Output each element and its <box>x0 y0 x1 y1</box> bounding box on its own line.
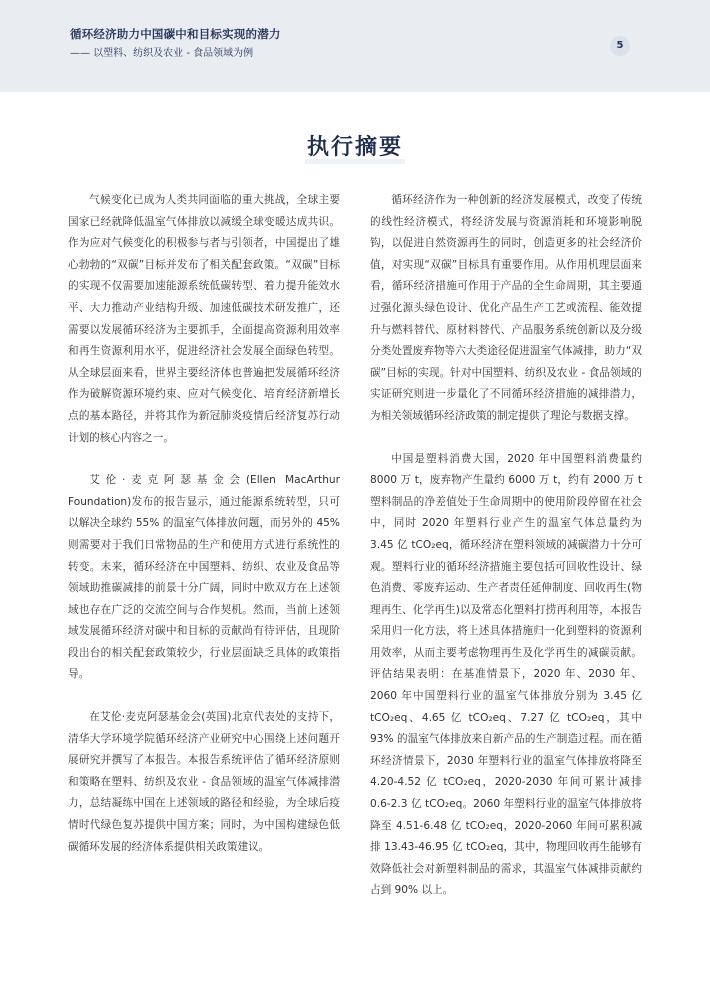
right-column <box>370 190 642 923</box>
paragraph: 气候变化已成为人类共同面临的重大挑战，全球主要国家已经就降低温室气体排放以减缓全球变暖达成共识。作为应对气候变化的积极参与者与引领者，中国提出了雄心勃勃的“双碳”目标并发布了相关配套政策。“双碳”目标的实现不仅需要加速能源系统低碳转型、着力提升能效水平、大力推动产业结构升级、加速低碳技术研发推广，还需要以发展循环经济为主要抓手，全面提高资源利用效率和再生资源利用水平，促进经济社会发展全面绿色转型。从全球层面来看，世界主要经济体也普遍把发展循环经济作为破解资源环境约束、应对气候变化、培育经济新增长点的基本路径，并将其作为新冠肺炎疫情后经济复苏行动计划的核心内容之一。 <box>68 194 340 444</box>
paragraph: 中国是塑料消费大国，2020 年中国塑料消费量约 8000 万 t，废弃物产生量约 6000 万 t，约有 2000 万 t 塑料制品的净差值处于生命周期中的使用阶段停留在社会中，同时 2020 年塑料行业产生的温室气体总量约为 3.45 亿 tCO₂eq，循环经济在塑料领域的减碳潜力十分可观。塑料行业的循环经济措施主要包括可回收性设计、绿色消费、零废弃运动、生产者责任延伸制度、回收再生(物理再生、化学再生)以及常态化塑料打捞再利用等，本报告采用归一化方法，将上述具体措施归一化到塑料的资源利用效率，从而主要考虑物理再生及化学再生的减碳贡献。评估结果表明：在基准情景下，2020 年、2030 年、2060 年中国塑料行业的温室气体排放分别为 3.45 亿 tCO₂eq、4.65 亿 tCO₂eq、7.27 亿 tCO₂eq，其中 93% 的温室气体排放来自新产品的生产制造过程。而在循环经济情景下，2030 年塑料行业的温室气体排放将降至 4.20-4.52 亿 tCO₂eq，2020-2030 年间可累计减排 0.6-2.3 亿 tCO₂eq。2060 年塑料行业的温室气体排放将降至 4.51-6.48 亿 tCO₂eq，2020-2060 年间可累积减排 13.43-46.95 亿 tCO₂eq，其中，物理回收再生能够有效降低社会对新塑料制品的需求，其温室气体减排贡献约占到 90% 以上。 <box>370 452 642 897</box>
paragraph: 在艾伦·麦克阿瑟基金会(英国)北京代表处的支持下，清华大学环境学院循环经济产业研究中心围绕上述问题开展研究并撰写了本报告。本报告系统评估了循环经济原则和策略在塑料、纺织及农业 - 食品领域的温室气体减排潜力，总结凝练中国在上述领域的路径和经验，为全球后疫情时代绿色复苏提供中国方案；同时，为中国构建绿色低碳循环发展的经济体系提供相关政策建议。 <box>68 711 340 853</box>
page-number-badge: 5 <box>610 36 630 56</box>
paragraph: 艾伦·麦克阿瑟基金会(Ellen MacArthur Foundation)发布的报告显示，通过能源系统转型，只可以解决全球约 55% 的温室气体排放问题，而另外的 45% 则需要对于我们日常物品的生产和使用方式进行系统性的转变。未来，循环经济在中国塑料、纺织、农业及食品等领域助推碳减排的前景十分广阔，同时中欧双方在上述领域也存在广泛的交流空间与合作契机。然而，当前上述领域发展循环经济对碳中和目标的贡献尚有待评估，且现阶段出台的相关配套政策较少，行业层面缺乏具体的政策指导。 <box>68 474 340 681</box>
left-column <box>68 190 340 879</box>
page-title: 执行摘要 <box>306 135 403 160</box>
header-subtitle: —— 以塑料、纺织及农业 - 食品领域为例 <box>70 48 254 59</box>
header-title: 循环经济助力中国碳中和目标实现的潜力 <box>70 27 281 41</box>
page-header <box>0 0 710 92</box>
paragraph: 循环经济作为一种创新的经济发展模式，改变了传统的线性经济模式，将经济发展与资源消耗和环境影响脱钩，以促进自然资源再生的同时，创造更多的社会经济价值，对实现“双碳”目标具有重要作用。从作用机理层面来看，循环经济措施可作用于产品的全生命周期，其主要通过强化源头绿色设计、优化产品生产工艺或流程、能效提升与燃料替代、原材料替代、产品服务系统创新以及分级分类处置废弃物等六大类途径促进温室气体减排，助力“双碳”目标的实现。针对中国塑料、纺织及农业 - 食品领域的实证研究则进一步量化了不同循环经济措施的减排潜力，为相关领域循环经济政策的制定提供了理论与数据支撑。 <box>370 194 642 422</box>
